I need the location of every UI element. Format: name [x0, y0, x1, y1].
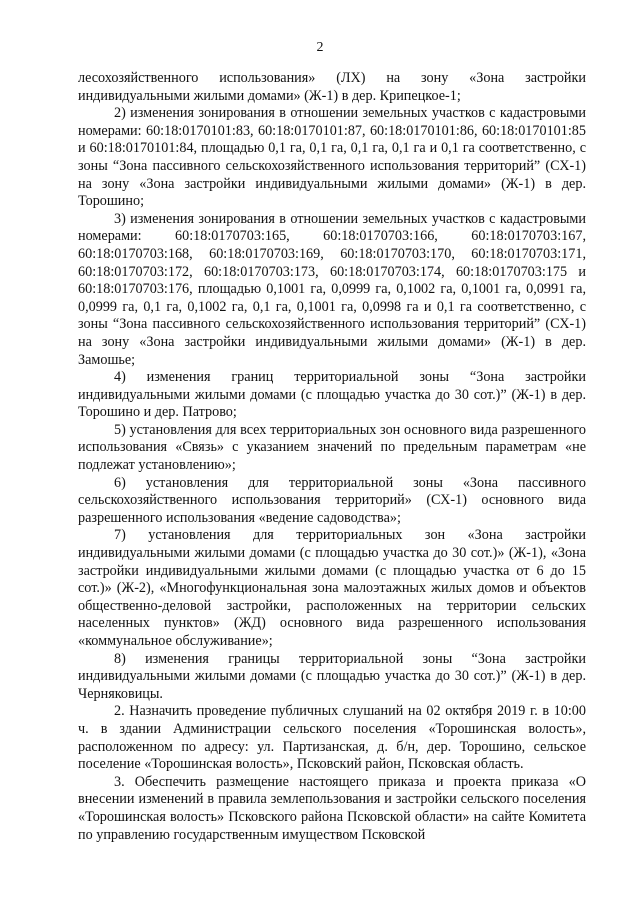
- paragraph-item-8: 8) изменения границы территориальной зоны “Зона застройки индивидуальными жилыми домами (с площадью участка до 30 сот.)” (Ж-1) в дер. Черняковицы.: [78, 650, 586, 702]
- paragraph-item-3: 3) изменения зонирования в отношении земельных участков с кадастровыми номерами: 60:18:0170703:165, 60:18:0170703:166, 60:18:0170703:167, 60:18:0170703:168, 60:18:0170703:169, 60:18:0170703:170, 60:18:0170703:171, 60:18:0170703:172, 60:18:0170703:173, 60:18:0170703:174, 60:18:0170703:175 и 60:18:0170703:176, площадью 0,1001 га, 0,0999 га, 0,1002 га, 0,1001 га, 0,0991 га, 0,0999 га, 0,1 га, 0,1002 га, 0,1 га, 0,1001 га, 0,0998 га и 0,1 га соответственно, с зоны “Зона пассивного сельскохозяйственного использования территорий” (СХ-1) на зону «Зона застройки индивидуальными жилыми домами» (Ж-1) в дер. Замошье;: [78, 210, 586, 368]
- paragraph-item-6: 6) установления для территориальной зоны «Зона пассивного сельскохозяйственного использования территорий» (СХ-1) основного вида разрешенного использования «ведение садоводства»;: [78, 474, 586, 526]
- paragraph-item-2: 2) изменения зонирования в отношении земельных участков с кадастровыми номерами: 60:18:0170101:83, 60:18:0170101:87, 60:18:0170101:86, 60:18:0170101:85 и 60:18:0170101:84, площадью 0,1 га, 0,1 га, 0,1 га, 0,1 га и 0,1 га соответственно, с зоны “Зона пассивного сельскохозяйственного использования территорий” (СХ-1) на зону «Зона застройки индивидуальными жилыми домами» (Ж-1) в дер. Торошино;: [78, 105, 586, 210]
- paragraph-item-4: 4) изменения границ территориальной зоны “Зона застройки индивидуальными жилыми домами (с площадью участка до 30 сот.)” (Ж-1) в дер. Торошино и дер. Патрово;: [78, 369, 586, 421]
- paragraph-item-7: 7) установления для территориальных зон «Зона застройки индивидуальными жилыми домами (с площадью участка до 30 сот.)» (Ж-1), «Зона застройки индивидуальными жилыми домами (с площадью участка от 6 до 15 сот.)» (Ж-2), «Многофункциональная зона малоэтажных жилых домов и объектов общественно-деловой застройки, расположенных на территории сельских населенных пунктов» (ЖД) основного вида разрешенного использования «коммунальное обслуживание»;: [78, 527, 586, 649]
- paragraph-hearings: 2. Назначить проведение публичных слушаний на 02 октября 2019 г. в 10:00 ч. в здании Администрации сельского поселения «Торошинская волость», расположенном по адресу: ул. Партизанская, д. б/н, дер. Торошино, сельское поселение «Торошинская волость», Псковский район, Псковская область.: [78, 703, 586, 773]
- paragraph-publication: 3. Обеспечить размещение настоящего приказа и проекта приказа «О внесении изменений в правила землепользования и застройки сельского поселения «Торошинская волость» Псковского района Псковской области» на сайте Комитета по управлению государственным имуществом Псковской: [78, 773, 586, 843]
- paragraph-continuation: лесохозяйственного использования» (ЛХ) на зону «Зона застройки индивидуальными жилыми домами» (Ж-1) в дер. Крипецкое-1;: [78, 70, 586, 104]
- page-number: 2: [316, 40, 324, 55]
- document-body: [78, 70, 586, 844]
- paragraph-item-5: 5) установления для всех территориальных зон основного вида разрешенного использования «Связь» с указанием значений по предельным параметрам «не подлежат установлению»;: [78, 421, 586, 474]
